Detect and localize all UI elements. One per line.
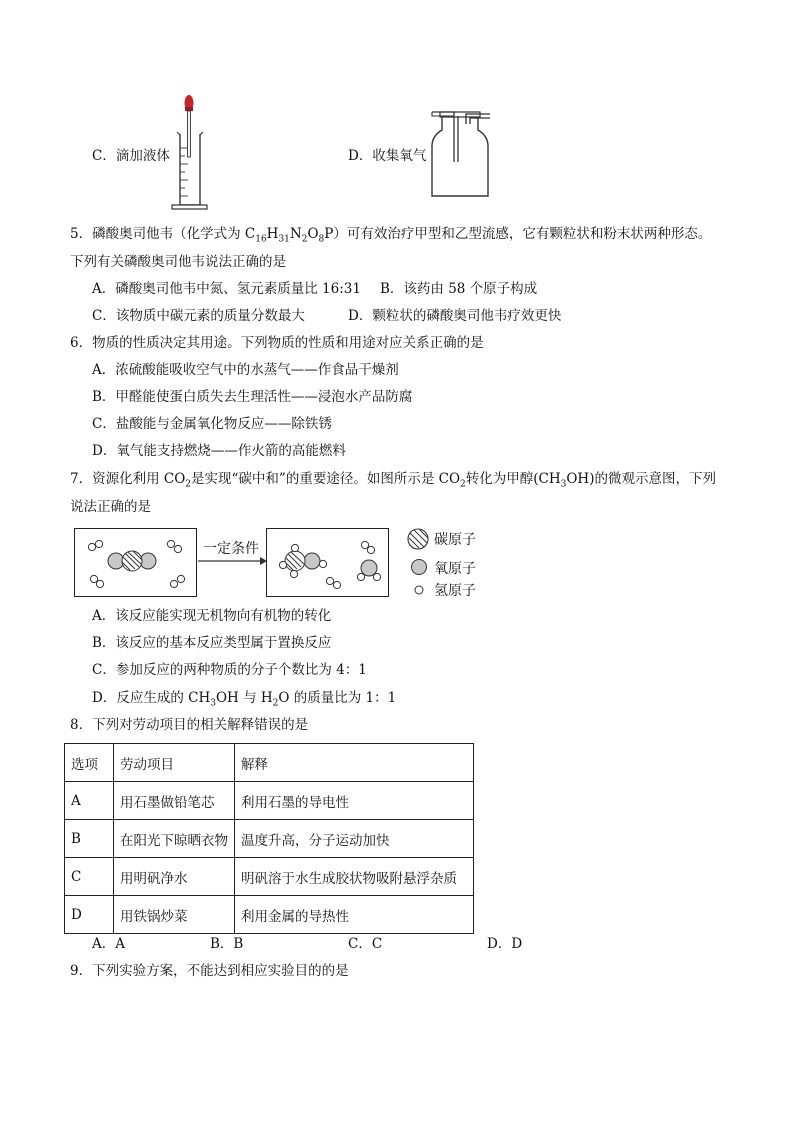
table-row bbox=[65, 896, 474, 934]
q5-stem-line2: 下列有关磷酸奥司他韦说法正确的是 bbox=[70, 254, 286, 270]
q5-option-a: A．磷酸奥司他韦中氮、氢元素质量比 16:31 bbox=[92, 281, 361, 297]
product-molecules bbox=[267, 529, 388, 596]
table-cell: 利用金属的导热性 bbox=[235, 896, 474, 934]
reactant-box bbox=[74, 528, 197, 597]
q5-option-b: B．该药由 58 个原子构成 bbox=[380, 281, 538, 297]
q8-option-d: D．D bbox=[487, 936, 523, 952]
q6-option-a: A．浓硫酸能吸收空气中的水蒸气——作食品干燥剂 bbox=[92, 362, 399, 378]
table-cell: 用明矾净水 bbox=[114, 858, 235, 896]
q8-option-c: C．C bbox=[348, 936, 383, 952]
table-cell: B bbox=[65, 820, 114, 858]
q9-stem: 9．下列实验方案，不能达到相应实验目的的是 bbox=[70, 963, 349, 979]
table-cell: D bbox=[65, 896, 114, 934]
q7-option-d: D．反应生成的 $CH_3OH$ 与 $H_2O$ 的质量比为 1：1 bbox=[92, 690, 397, 709]
q6-option-d: D．氧气能支持燃烧——作火箭的高能燃料 bbox=[92, 443, 346, 459]
table-cell: 用铁锅炒菜 bbox=[114, 896, 235, 934]
table-header-cell: 解释 bbox=[235, 744, 474, 782]
reactant-molecules bbox=[75, 529, 196, 596]
table-row bbox=[65, 820, 474, 858]
oxygen-atom bbox=[361, 560, 377, 576]
table-cell: 用石墨做铅笔芯 bbox=[114, 782, 235, 820]
table-header-row bbox=[65, 744, 474, 782]
q7-stem-line2: 说法正确的是 bbox=[70, 499, 151, 515]
q8-option-a: A．A bbox=[92, 936, 125, 952]
cylinder-base bbox=[172, 205, 207, 209]
table-header-cell: 劳动项目 bbox=[114, 744, 235, 782]
q6-option-b: B．甲醛能使蛋白质失去生理活性——浸泡水产品防腐 bbox=[92, 389, 413, 405]
table-cell: A bbox=[65, 782, 114, 820]
q7-option-c: C．参加反应的两种物质的分子个数比为 4：1 bbox=[92, 662, 367, 678]
q4-option-c: C．滴加液体 bbox=[92, 148, 170, 164]
q6-stem: 6．物质的性质决定其用途。下列物质的性质和用途对应关系正确的是 bbox=[70, 335, 484, 351]
legend-oxygen-label: 氧原子 bbox=[434, 561, 476, 577]
dropper-tube bbox=[188, 111, 191, 157]
legend-hydrogen-label: 氢原子 bbox=[434, 583, 476, 599]
carbon-legend-icon bbox=[406, 527, 430, 551]
q7-option-b: B．该反应的基本反应类型属于置换反应 bbox=[92, 635, 332, 651]
gas-bottle-illustration bbox=[426, 110, 492, 200]
oxygen-legend-icon bbox=[410, 558, 428, 576]
q8-stem: 8．下列对劳动项目的相关解释错误的是 bbox=[70, 717, 309, 733]
q6-option-c: C．盐酸能与金属氧化物反应——除铁锈 bbox=[92, 416, 332, 432]
q8-table bbox=[64, 743, 474, 934]
oxygen-atom bbox=[304, 553, 320, 569]
q4-option-d: D．收集氧气 bbox=[348, 148, 427, 164]
table-cell: 利用石墨的导电性 bbox=[235, 782, 474, 820]
table-cell: C bbox=[65, 858, 114, 896]
gas-bottle bbox=[432, 116, 488, 196]
table-cell: 在阳光下晾晒衣物 bbox=[114, 820, 235, 858]
q8-option-b: B．B bbox=[210, 936, 244, 952]
hydrogen-legend-icon bbox=[413, 584, 425, 596]
carbon-atom bbox=[122, 551, 142, 571]
q7-option-a: A．该反应能实现无机物向有机物的转化 bbox=[92, 608, 332, 624]
table-cell: 明矾溶于水生成胶状物吸附悬浮杂质 bbox=[235, 858, 474, 896]
q5-option-d: D．颗粒状的磷酸奥司他韦疗效更快 bbox=[348, 308, 562, 324]
reaction-arrow bbox=[196, 556, 270, 566]
q7-stem: 7．资源化利用 $CO_2$是实现“碳中和”的重要途径。如图所示是 $CO_2$转化为甲醇$(CH_3OH)$的微观示意图，下列 bbox=[70, 471, 716, 490]
q5-stem: 5．磷酸奥司他韦（化学式为 $C_{16}H_{31}N_2O_8P$）可有效治疗甲型和乙型流感，它有颗粒状和粉末状两种形态。 bbox=[70, 226, 712, 245]
dropper-cylinder-illustration bbox=[168, 94, 208, 214]
product-box bbox=[266, 528, 389, 597]
legend-carbon-label: 碳原子 bbox=[434, 532, 476, 548]
table-header-cell: 选项 bbox=[65, 744, 114, 782]
q5-option-c: C．该物质中碳元素的质量分数最大 bbox=[92, 308, 305, 324]
table-row bbox=[65, 858, 474, 896]
table-cell: 温度升高，分子运动加快 bbox=[235, 820, 474, 858]
table-row bbox=[65, 782, 474, 820]
reaction-condition-label: 一定条件 bbox=[203, 541, 259, 557]
